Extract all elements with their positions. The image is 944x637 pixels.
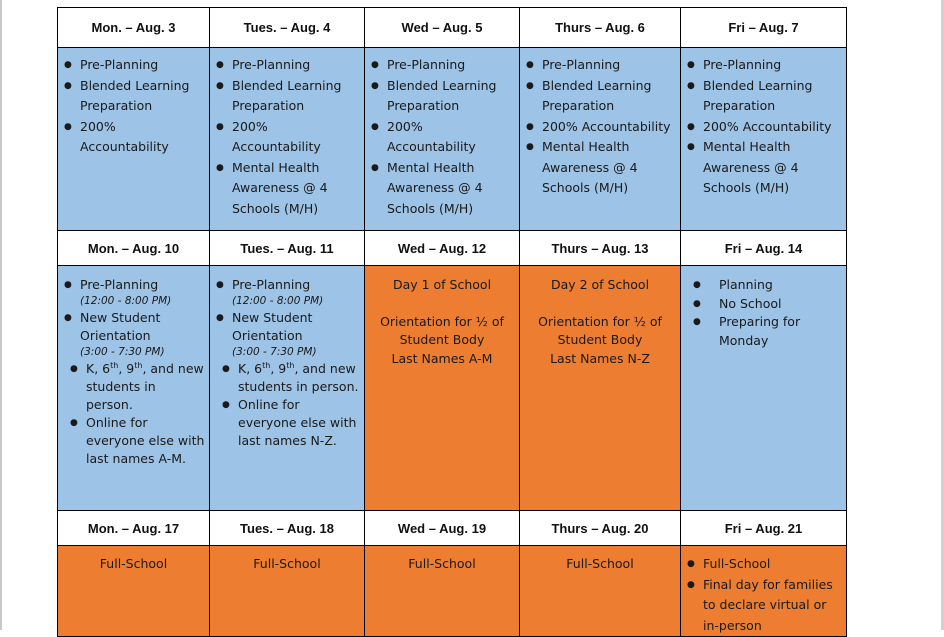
list-item: ● Preparing for Monday	[687, 313, 842, 350]
day-cell-tue-aug-11	[210, 266, 365, 511]
time-range: (3:00 - 7:30 PM)	[80, 346, 165, 358]
list-item: ● Final day for families to declare virtual or in-person	[687, 575, 842, 637]
list-item: ● 200% Accountability	[526, 117, 676, 138]
sub-list-item: ● K, 6th, 9th, and new students in person.	[216, 360, 360, 396]
names-range: Last Names A-M	[391, 350, 493, 366]
list-item: ● Pre-Planning	[216, 276, 360, 294]
orientation-note: Orientation for ½ of Student Body	[380, 313, 504, 347]
list-item: ● 200% Accountability	[64, 117, 205, 158]
week2-body-row	[58, 266, 847, 511]
day-cell-thu-aug-13	[520, 266, 681, 511]
list-item: ● Full-School	[687, 554, 842, 575]
list-item: ● New Student Orientation	[216, 309, 360, 345]
list-item: ● Blended Learning Preparation	[64, 76, 205, 117]
time-range: (3:00 - 7:30 PM)	[232, 346, 317, 358]
names-range: Last Names N-Z	[550, 350, 650, 366]
day-cell-wed-aug-12	[365, 266, 520, 511]
list-item: ● Pre-Planning	[216, 55, 360, 76]
day-header: Tues. – Aug. 18	[210, 511, 365, 546]
calendar-table	[57, 7, 847, 637]
day-cell-wed-aug-5	[365, 48, 520, 231]
day-header: Mon. – Aug. 3	[58, 8, 210, 48]
day-cell-fri-aug-7	[681, 48, 847, 231]
list-item: ● Blended Learning Preparation	[687, 76, 842, 117]
list-item: ● Pre-Planning	[64, 55, 205, 76]
time-range: (12:00 - 8:00 PM)	[80, 295, 172, 307]
list-item: ● 200% Accountability	[371, 117, 515, 158]
day-cell-thu-aug-20	[520, 546, 681, 637]
list-item: ● Blended Learning Preparation	[526, 76, 676, 117]
list-item: ● Mental Health Awareness @ 4 Schools (M/H)	[687, 137, 842, 199]
day-header: Wed – Aug. 12	[365, 231, 520, 266]
list-item: ● Blended Learning Preparation	[216, 76, 360, 117]
day-header: Wed – Aug. 19	[365, 511, 520, 546]
full-school-label: Full-School	[99, 556, 168, 571]
list-item: ● Blended Learning Preparation	[371, 76, 515, 117]
list-item: ● Mental Health Awareness @ 4 Schools (M/H)	[216, 158, 360, 220]
day-cell-thu-aug-6	[520, 48, 681, 231]
day-cell-mon-aug-3	[58, 48, 210, 231]
day-cell-mon-aug-10	[58, 266, 210, 511]
full-school-label: Full-School	[408, 556, 476, 571]
full-school-label: Full-School	[253, 556, 321, 571]
week1-header-row	[58, 8, 847, 48]
day-cell-mon-aug-17	[58, 546, 210, 637]
day-header: Thurs – Aug. 13	[520, 231, 681, 266]
day-header: Mon. – Aug. 10	[58, 231, 210, 266]
day-header: Fri – Aug. 21	[681, 511, 847, 546]
list-item: ● No School	[687, 295, 842, 314]
day-header: Thurs – Aug. 6	[520, 8, 681, 48]
sub-list-item: ● Online for everyone else with last names N-Z.	[216, 396, 360, 450]
list-item: ● New Student Orientation	[64, 309, 205, 345]
list-item: ● Pre-Planning	[687, 55, 842, 76]
day-cell-wed-aug-19	[365, 546, 520, 637]
left-scroll-edge	[0, 0, 2, 630]
week2-header-row	[58, 231, 847, 266]
day-cell-fri-aug-14	[681, 266, 847, 511]
list-item: ● Mental Health Awareness @ 4 Schools (M/H)	[371, 158, 515, 220]
week1-body-row	[58, 48, 847, 231]
day-header: Mon. – Aug. 17	[58, 511, 210, 546]
day-cell-fri-aug-21	[681, 546, 847, 637]
week3-body-row	[58, 546, 847, 637]
list-item: ● Pre-Planning	[526, 55, 676, 76]
full-school-label: Full-School	[566, 556, 634, 571]
day-header: Tues. – Aug. 4	[210, 8, 365, 48]
day-header: Thurs – Aug. 20	[520, 511, 681, 546]
list-item: ● Pre-Planning	[64, 276, 205, 294]
time-range: (12:00 - 8:00 PM)	[232, 295, 324, 307]
list-item: ● Planning	[687, 276, 842, 295]
sub-list-item: ● Online for everyone else with last names A-M.	[64, 414, 205, 468]
day-header: Fri – Aug. 14	[681, 231, 847, 266]
week3-header-row	[58, 511, 847, 546]
list-item: ● Pre-Planning	[371, 55, 515, 76]
day-cell-tue-aug-4	[210, 48, 365, 231]
list-item: ● 200% Accountability	[216, 117, 360, 158]
day-cell-tue-aug-18	[210, 546, 365, 637]
orientation-note: Orientation for ½ of Student Body	[538, 313, 662, 347]
day-header: Tues. – Aug. 11	[210, 231, 365, 266]
list-item: ● Mental Health Awareness @ 4 Schools (M/H)	[526, 137, 676, 199]
day-label: Day 2 of School	[550, 277, 650, 292]
day-header: Fri – Aug. 7	[681, 8, 847, 48]
sub-list-item: ● K, 6th, 9th, and new students in person.	[64, 360, 205, 414]
list-item: ● 200% Accountability	[687, 117, 842, 138]
day-label: Day 1 of School	[392, 277, 492, 292]
day-header: Wed – Aug. 5	[365, 8, 520, 48]
